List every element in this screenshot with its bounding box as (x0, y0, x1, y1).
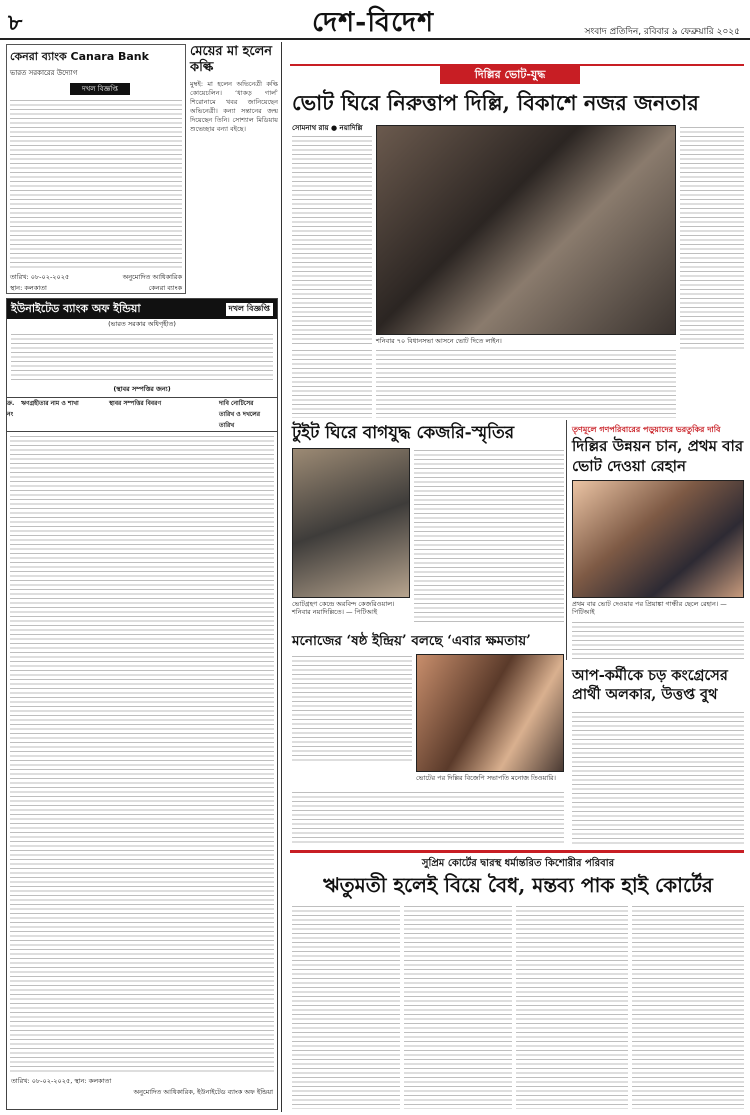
column-divider (281, 42, 282, 1112)
ubi-intro-text (11, 332, 273, 382)
delhi-headline: ভোট ঘিরে নিরুত্তাপ দিল্লি, বিকাশে নজর জনতার (292, 90, 699, 115)
kicker-rule (290, 64, 744, 66)
kalki-headline: মেয়ের মা হলেন কল্কি (190, 44, 273, 75)
delhi-queue-photo (376, 125, 676, 335)
ubi-col-borrower: ঋণগ্রহীতার নাম ও শাখা (21, 400, 79, 407)
delhi-byline: সোমনাথ রায় ● নয়াদিল্লি (292, 124, 363, 132)
rehan-photo (572, 480, 744, 598)
rehan-kicker: তৃণমূলে গণপরিবারের পড়ুয়াদের ভরতুকির দাবি (572, 425, 721, 434)
page-number: ৮ (8, 11, 23, 36)
court-headline: ঋতুমতী হলেই বিয়ে বৈধ, মন্তব্য পাক হাই কোর্টের (323, 873, 713, 897)
manoj-lower-text (292, 790, 564, 846)
manoj-headline: মনোজের ‘ষষ্ঠ ইন্দ্রিয়’ বলছে ‘এবার ক্ষমতায়’ (292, 633, 531, 649)
kalki-story (190, 44, 278, 294)
delhi-col4-text (680, 125, 744, 350)
manoj-photo (416, 654, 564, 772)
delhi-lower-text-2 (292, 348, 372, 418)
issue-date: সংবাদ প্রতিদিন, রবিবার ৯ ফেব্রুয়ারি ২০২৫ (584, 27, 740, 37)
ubi-table-body (10, 434, 274, 1074)
tweet-headline: টুইট ঘিরে বাগযুদ্ধ কেজরি-স্মৃতির (292, 423, 515, 443)
court-kicker: সুপ্রিম কোর্টের দ্বারস্থ ধর্মান্তরিত কিশোরীর পরিবার (421, 858, 615, 869)
canara-ad (6, 44, 186, 294)
section-masthead: দেশ-বিদেশ (312, 7, 435, 38)
rehan-caption: প্রথম বার ভোট দেওয়ার পর প্রিয়াঙ্কা গান্ধীর ছেলে রেহান। — পিটিআই (572, 600, 727, 616)
ubi-col-property: স্থাবর সম্পত্তির বিবরণ (109, 400, 162, 407)
canara-date: তারিখ: ০৮-০২-২০২৫ (10, 273, 70, 281)
rehan-body-text (572, 620, 744, 660)
canara-signatory: অনুমোদিত আধিকারিক (122, 273, 182, 281)
canara-body-text (10, 98, 182, 268)
ubi-footer-date: তারিখ: ০৮-০২-২০২৫, স্থান: কলকাতা (11, 1077, 112, 1085)
ubi-col-dates: দাবি নোটিসের তারিখ ও দখলের তারিখ (219, 400, 261, 429)
court-col3 (516, 904, 628, 1109)
tweet-body-text (414, 448, 564, 623)
canara-place: স্থান: কলকাতা (10, 284, 47, 292)
canara-subtitle: ভারত সরকারের উদ্যোগ (10, 69, 78, 77)
ubi-bank-name: ইউনাইটেড ব্যাংক অফ ইন্ডিয়া (11, 301, 141, 315)
kejriwal-photo (292, 448, 410, 598)
kalki-body: মুম্বই: মা হলেন অভিনেত্রী কল্কি কোয়েচলিন। ‘ধাকড় গার্ল’ শিরোনামে খবর জানিয়েছেন অভিনেত্রী। কন্যা সন্তানের জন্ম দিয়েছেন তিনি। সোশ্যাল মিডিয়ায় শুভেচ্ছার বন্যা বইছে। (190, 80, 278, 133)
aap-headline: আপ-কর্মীকে চড় কংগ্রেসের প্রার্থী অলকার, উত্তপ্ত বুথ (572, 667, 728, 703)
ubi-notice-sub: (স্থাবর সম্পত্তির জন্য) (113, 385, 171, 393)
canara-notice-badge: দখল বিজ্ঞপ্তি (70, 83, 130, 95)
delhi-lower-text (376, 348, 676, 418)
manoj-caption: ভোটের পর দিল্লির বিজেপি সভাপতি মনোজ তিওয়ারি। (416, 774, 556, 782)
ubi-notice (6, 298, 278, 1110)
court-col4 (632, 904, 744, 1109)
ubi-notice-badge: দখল বিজ্ঞপ্তি (226, 303, 273, 316)
court-rule (290, 850, 744, 853)
rehan-headline: দিল্লির উন্নয়ন চান, প্রথম বার ভোট দেওয়া রেহান (572, 437, 744, 475)
court-col2 (404, 904, 512, 1109)
delhi-col1-text (292, 134, 372, 344)
ubi-subtitle: (ভারত সরকার অধিগৃহীত) (108, 320, 176, 328)
court-col1 (292, 904, 400, 1109)
ubi-col-sl: ক্র. নং (7, 400, 15, 418)
delhi-photo-caption: শনিবার ৭০ বিধানসভা আসনে ভোট দিতে লাইন। (376, 337, 502, 345)
rehan-divider (566, 420, 567, 660)
page-header (0, 0, 750, 40)
manoj-body-text (292, 654, 412, 764)
canara-signatory2: কেনরা ব্যাংক (148, 284, 182, 292)
canara-bank-name: কেনরা ব্যাংক Canara Bank (10, 50, 149, 63)
aap-body-text (572, 710, 744, 845)
delhi-kicker: দিল্লির ভোট-যুদ্ধ (440, 66, 580, 84)
ubi-footer-sign: অনুমোদিত আধিকারিক, ইউনাইটেড ব্যাংক অফ ইন্ডিয়া (133, 1088, 273, 1096)
kejriwal-caption: ভোটগ্রহণ কেন্দ্রে অরবিন্দ কেজরিওয়াল। শনিবার নয়াদিল্লিতে। — পিটিআই (292, 600, 395, 616)
